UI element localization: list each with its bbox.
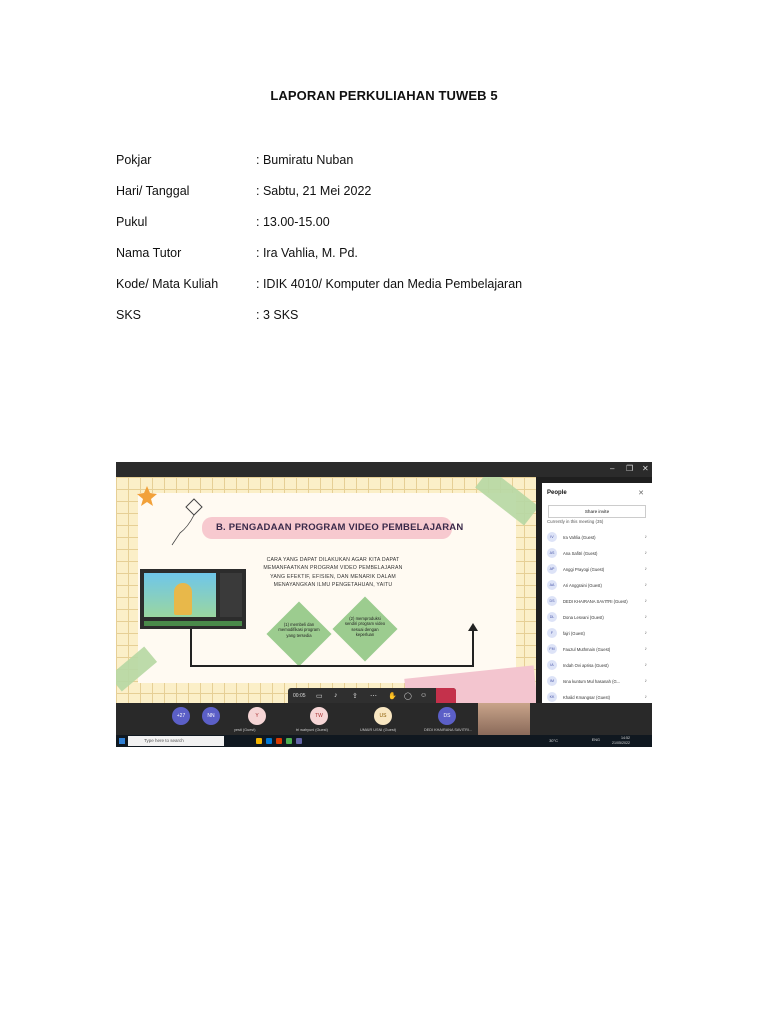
more-icon[interactable]: ⋯ (370, 693, 377, 700)
participant-row[interactable] (547, 660, 647, 672)
avatar: AA (547, 580, 557, 590)
participant-row[interactable] (547, 628, 647, 640)
meeting-controls (288, 688, 456, 703)
participant-count: Currently in this meeting (35) (547, 519, 604, 524)
participant-name: Ira Vahlia (Guest) (563, 535, 596, 540)
participant-tile-label: yesti (Guest) (234, 728, 256, 732)
participant-row[interactable] (547, 612, 647, 624)
file-explorer-icon[interactable] (256, 738, 262, 744)
participant-name: Ari Anggraini (Guest) (563, 583, 602, 588)
participant-name: Fauzul Muthmain (Guest) (563, 647, 611, 652)
mic-off-icon: ♪ (644, 694, 647, 700)
participant-tile-label: tri wahyuni (Guest) (296, 728, 328, 732)
document-title: LAPORAN PERKULIAHAN TUWEB 5 (270, 88, 498, 103)
close-icon[interactable]: ✕ (642, 464, 649, 473)
mic-off-icon: ♪ (644, 566, 647, 572)
close-icon[interactable]: ✕ (638, 490, 644, 497)
mic-off-icon: ♪ (644, 534, 647, 540)
participant-row[interactable] (547, 676, 647, 688)
participant-name: fajri (Guest) (563, 631, 585, 636)
hang-up-button[interactable] (436, 688, 456, 703)
camera-icon[interactable]: ▭ (316, 693, 323, 700)
participant-row[interactable] (547, 548, 647, 560)
field-label: SKS (116, 308, 142, 322)
office-icon[interactable] (276, 738, 282, 744)
avatar: FM (547, 644, 557, 654)
avatar: IA (547, 660, 557, 670)
participant-name: Khalid Kmangsar (Guest) (563, 695, 611, 700)
participant-row[interactable] (547, 644, 647, 656)
field-value: : 3 SKS (256, 308, 299, 322)
raise-hand-icon[interactable]: ✋ (388, 693, 397, 700)
share-invite-button[interactable]: Share invite (548, 505, 646, 518)
taskbar-search-input[interactable]: Type here to search (128, 736, 224, 746)
participant-row[interactable] (547, 532, 647, 544)
participant-name: Isna kuntum Mul hasanah (G... (563, 679, 621, 684)
participant-gallery (116, 703, 652, 735)
people-title: People (547, 490, 567, 496)
mic-off-icon: ♪ (644, 614, 647, 620)
avatar: KK (547, 692, 557, 702)
field-value: : Bumiratu Nuban (256, 153, 354, 167)
participant-name: DEDI KHAIRANA SAVITRI (Guest) (563, 599, 628, 604)
participant-name: Ana Safitri (Guest) (563, 551, 598, 556)
participant-row[interactable] (547, 580, 647, 592)
minimize-icon[interactable]: – (610, 464, 615, 473)
teams-icon[interactable] (296, 738, 302, 744)
video-editor-thumbnail (140, 569, 246, 629)
share-icon[interactable]: ⇪ (352, 693, 358, 700)
avatar: IM (547, 676, 557, 686)
participant-tile-label: DEDI KHAIRANA SAVITRI... (424, 728, 473, 732)
participant-tile[interactable]: DS (438, 707, 456, 725)
participant-row[interactable] (547, 564, 647, 576)
field-label: Pokjar (116, 153, 152, 167)
field-label: Hari/ Tanggal (116, 184, 190, 198)
participant-tile-label: UMAIR USNI (Guest) (360, 728, 397, 732)
kite-icon (166, 497, 206, 547)
avatar: DL (547, 612, 557, 622)
mic-off-icon: ♪ (644, 662, 647, 668)
avatar: F (547, 628, 557, 638)
windows-taskbar (116, 735, 652, 747)
chat-icon[interactable]: ◯ (404, 693, 412, 700)
mic-off-icon: ♪ (644, 646, 647, 652)
meeting-timer: 00:05 (293, 693, 306, 699)
participant-tile[interactable]: TW (310, 707, 328, 725)
field-value: : IDIK 4010/ Komputer dan Media Pembelajaran (256, 277, 523, 291)
mic-off-icon[interactable]: ♪ (334, 692, 338, 699)
meeting-screenshot (116, 462, 652, 747)
mic-off-icon: ♪ (644, 678, 647, 684)
participant-row[interactable] (547, 596, 647, 608)
option-2-text: (2) memproduksi sendiri program video sesuai dengan keperluan (344, 616, 386, 638)
star-icon (136, 485, 158, 507)
presenter-video (478, 703, 530, 735)
field-label: Kode/ Mata Kuliah (116, 277, 219, 291)
taskbar-clock: 14:52 21/05/2022 (612, 736, 630, 745)
arrow-up-icon (468, 623, 478, 631)
option-1-text: (1) membeli dan memodifikasi program yang tersedia (278, 622, 320, 638)
participant-name: Anggi Prayogi (Guest) (563, 567, 605, 572)
participant-tile[interactable]: US (374, 707, 392, 725)
avatar: DS (547, 596, 557, 606)
participant-name: Dona Lesvani (Guest) (563, 615, 604, 620)
field-label: Pukul (116, 215, 148, 229)
language-label: ENG (591, 738, 600, 742)
maximize-icon[interactable]: ❐ (626, 464, 634, 473)
people-icon[interactable]: ☺ (420, 692, 428, 699)
flow-line (190, 629, 192, 667)
mic-off-icon: ♪ (644, 582, 647, 588)
participant-name: Indah Ovi aprisa (Guest) (563, 663, 609, 668)
field-label: Nama Tutor (116, 246, 182, 260)
chrome-icon[interactable] (286, 738, 292, 744)
participant-tile[interactable]: NN (202, 707, 220, 725)
slide-heading: B. PENGADAAN PROGRAM VIDEO PEMBELAJARAN (216, 522, 464, 533)
avatar: AS (547, 548, 557, 558)
field-value: : Ira Vahlia, M. Pd. (256, 246, 358, 260)
flow-line (472, 629, 474, 667)
shared-slide (116, 477, 536, 703)
temperature-label: 30°C (549, 738, 558, 743)
field-value: : 13.00-15.00 (256, 215, 330, 229)
edge-icon[interactable] (266, 738, 272, 744)
participant-tile[interactable]: Y (248, 707, 266, 725)
people-panel (542, 483, 652, 703)
windows-start-icon[interactable] (119, 738, 125, 744)
presenter-figure (174, 583, 192, 615)
mic-off-icon: ♪ (644, 598, 647, 604)
flow-line (190, 665, 474, 667)
mic-off-icon: ♪ (644, 630, 647, 636)
field-value: : Sabtu, 21 Mei 2022 (256, 184, 372, 198)
window-titlebar (116, 462, 652, 477)
mic-off-icon: ♪ (644, 550, 647, 556)
slide-body-text: CARA YANG DAPAT DILAKUKAN AGAR KITA DAPAT MEMANFAATKAN PROGRAM VIDEO PEMBELAJARAN YANG EFEKTIF, EFISIEN, DAN MENARIK DALAM MENAYANGKAN ILMU PENGETAHUAN, YAITU (263, 557, 403, 588)
avatar: AP (547, 564, 557, 574)
participant-tile[interactable]: +27 (172, 707, 190, 725)
avatar: IV (547, 532, 557, 542)
